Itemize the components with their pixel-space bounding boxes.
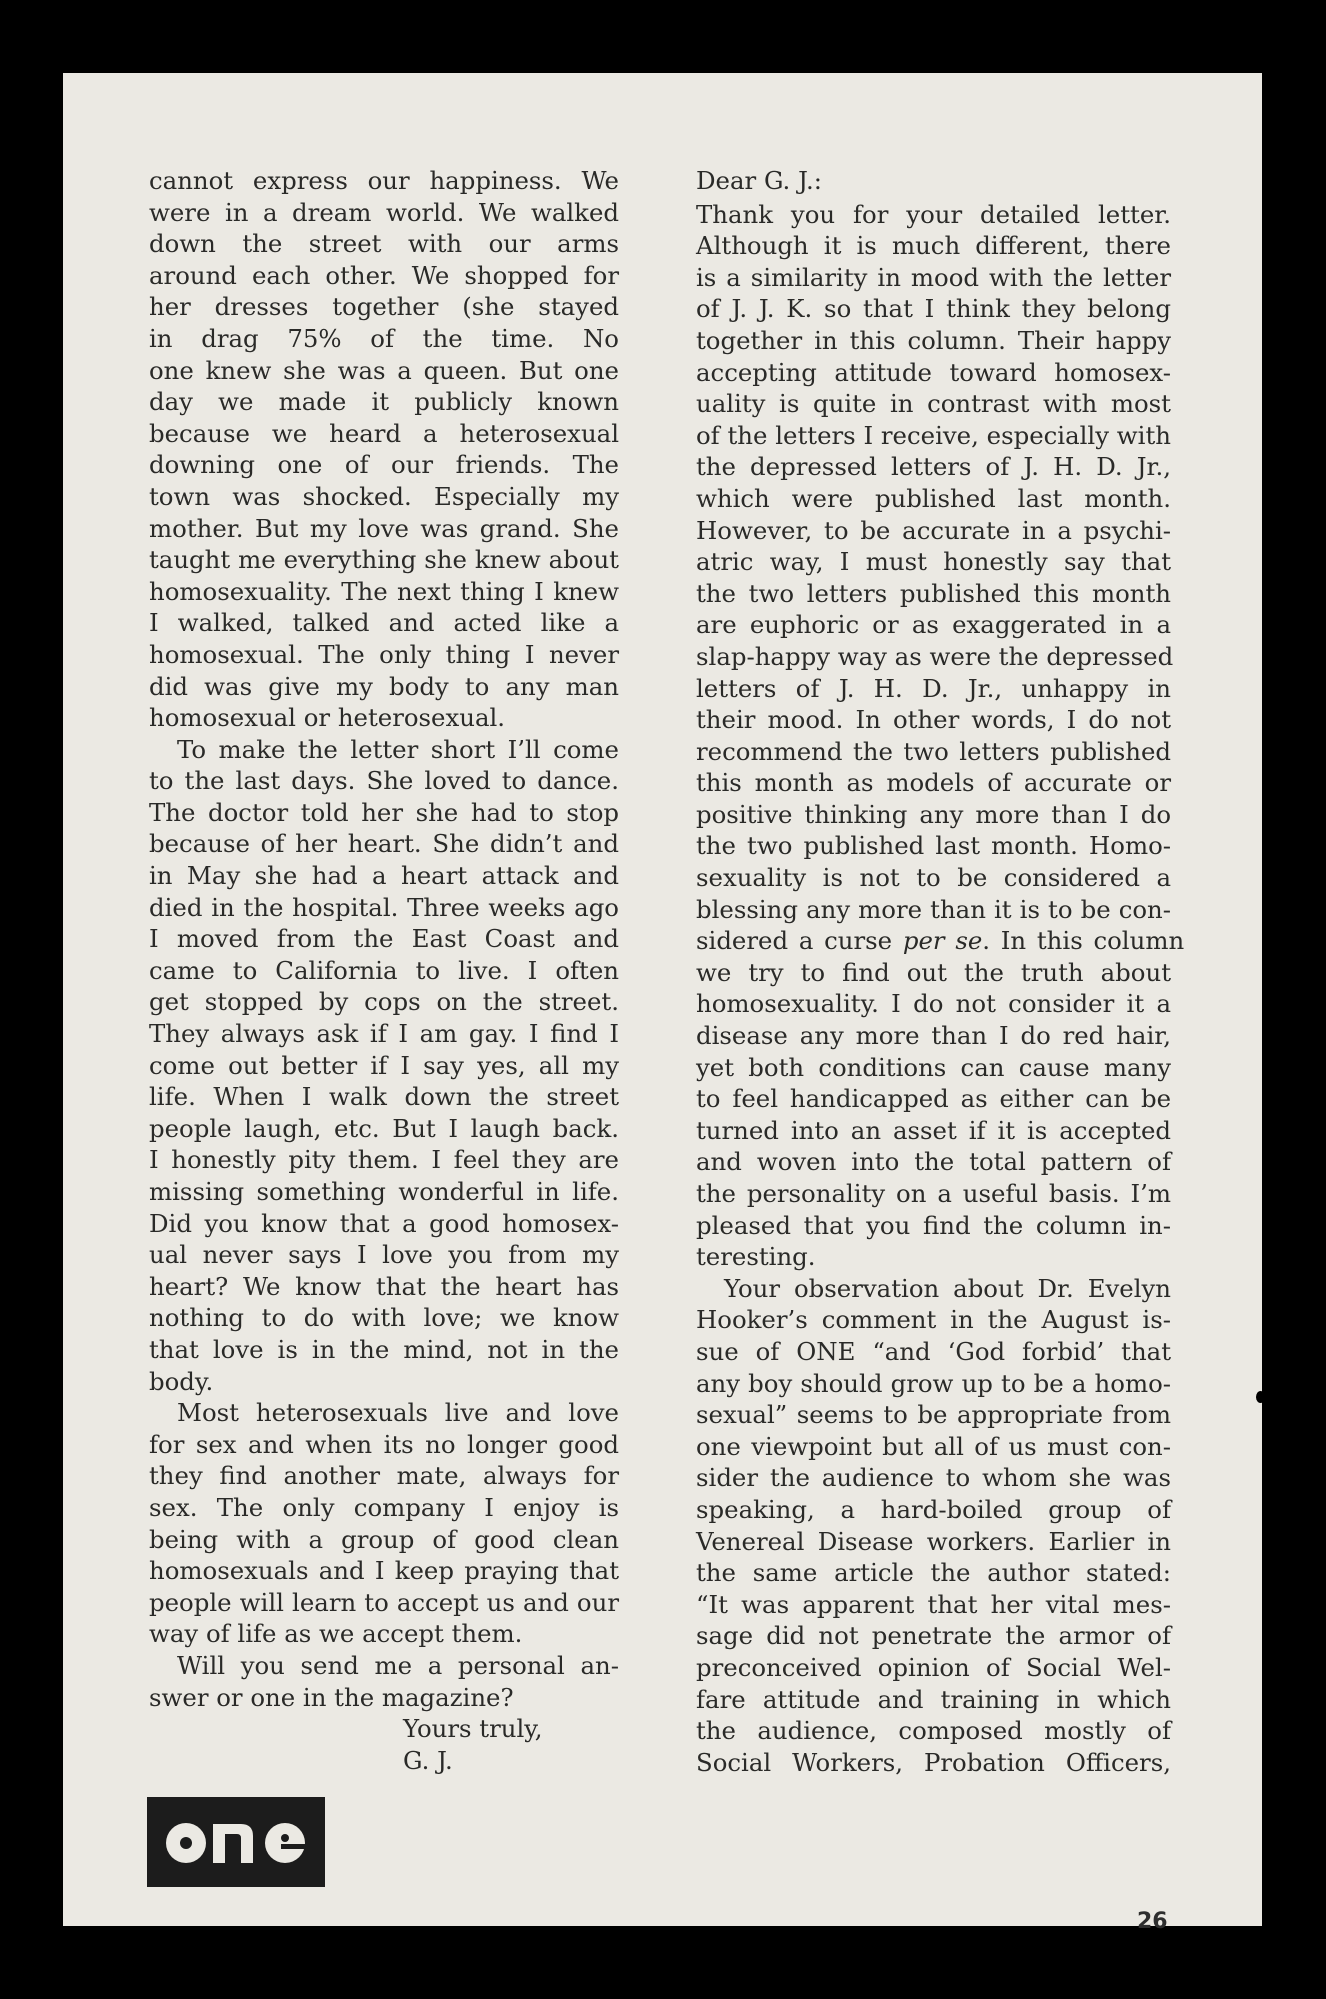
text-line: the audience, composed mostly of	[696, 1716, 1171, 1746]
text-line: I moved from the East Coast and	[149, 924, 619, 954]
text-line: homosexuality. The next thing I knew	[149, 576, 619, 606]
text-line: homosexual. The only thing I never	[149, 639, 619, 669]
text-line: I honestly pity them. I feel they are	[149, 1145, 619, 1175]
text-line: Thank you for your detailed letter.	[696, 199, 1171, 229]
text-line: the personality on a useful basis. I’m	[696, 1179, 1171, 1208]
text-line: accepting attitude toward homosex-	[696, 357, 1171, 387]
text-line: letters of J. H. D. Jr., unhappy in	[696, 673, 1171, 703]
text-line: Your observation about Dr. Evelyn	[724, 1273, 1171, 1303]
text-line: her dresses together (she stayed	[149, 292, 619, 322]
text-line: get stopped by cops on the street.	[149, 987, 619, 1017]
text-line: sage did not penetrate the armor of	[696, 1621, 1171, 1651]
text-line: of the letters I receive, especially with	[696, 420, 1171, 450]
text-line: one viewpoint but all of us must con-	[696, 1431, 1171, 1461]
one-logo-icon	[161, 1814, 311, 1870]
text-line: they find another mate, always for	[149, 1461, 619, 1491]
text-line: homosexual or heterosexual.	[149, 703, 506, 733]
text-line: mother. But my love was grand. She	[149, 513, 619, 543]
text-line: The doctor told her she had to stop	[149, 797, 619, 827]
text-line: pleased that you find the column in-	[696, 1210, 1171, 1240]
text-line: are euphoric or as exaggerated in a	[696, 610, 1171, 640]
text-line: one knew she was a queen. But one	[149, 355, 619, 385]
text-line: speaking, a hard-boiled group of	[696, 1494, 1171, 1524]
text-line: ual never says I love you from my	[149, 1240, 619, 1270]
text-line: the same article the author stated:	[696, 1558, 1171, 1588]
text-line: and woven into the total pattern of	[696, 1147, 1171, 1177]
text-line: nothing to do with love; we know	[149, 1303, 619, 1333]
text-line: Social Workers, Probation Officers,	[696, 1747, 1171, 1777]
text-line: is a similarity in mood with the letter	[696, 262, 1171, 292]
text-line: swer or one in the magazine?	[149, 1682, 514, 1712]
text-fragment: . In this column	[982, 926, 1185, 956]
text-line: way of life as we accept them.	[149, 1619, 523, 1649]
text-line: the two published last month. Homo-	[696, 831, 1171, 861]
page-number: 26	[1137, 1909, 1168, 1934]
text-line: because of her heart. She didn’t and	[149, 829, 619, 859]
text-line: the two letters published this month	[696, 578, 1171, 608]
text-line: turned into an asset if it is accepted	[696, 1115, 1171, 1145]
text-line: homosexuality. I do not consider it a	[696, 989, 1171, 1019]
text-line: Will you send me a personal an-	[177, 1650, 619, 1680]
text-line: Although it is much different, there	[696, 231, 1171, 261]
text-line	[696, 925, 1185, 957]
text-line: heart? We know that the heart has	[149, 1271, 619, 1301]
text-line: people laugh, etc. But I laugh back.	[149, 1113, 619, 1143]
text-line: around each other. We shopped for	[149, 260, 619, 290]
text-line: body.	[149, 1366, 214, 1396]
text-line: town was shocked. Especially my	[149, 481, 619, 511]
text-line: blessing any more than it is to be con-	[696, 894, 1171, 924]
text-line: slap-happy way as were the depressed	[696, 641, 1174, 671]
text-line: that love is in the mind, not in the	[149, 1334, 619, 1364]
text-line: sexuality is not to be considered a	[696, 863, 1171, 893]
text-line: this month as models of accurate or	[696, 768, 1171, 798]
text-line: any boy should grow up to be a homo-	[696, 1368, 1171, 1398]
text-line: sue of ONE “and ‘God forbid’ that	[696, 1336, 1171, 1366]
text-line: sex. The only company I enjoy is	[149, 1492, 619, 1522]
text-line: which were published last month.	[696, 483, 1171, 513]
text-line: being with a group of good clean	[149, 1524, 619, 1554]
text-line: cannot express our happiness. We	[149, 166, 619, 195]
text-line: together in this column. Their happy	[696, 325, 1171, 355]
text-line: teresting.	[696, 1242, 816, 1272]
text-line: for sex and when its no longer good	[149, 1429, 619, 1459]
text-line: Did you know that a good homosex-	[149, 1208, 619, 1238]
text-line: yet both conditions can cause many	[696, 1052, 1171, 1082]
text-line: homosexuals and I keep praying that	[149, 1556, 619, 1586]
italic-phrase: per se	[902, 926, 983, 956]
text-line: sexual” seems to be appropriate from	[696, 1400, 1171, 1430]
text-fragment: sidered a curse	[696, 926, 903, 956]
text-line: preconceived opinion of Social Wel-	[696, 1652, 1171, 1682]
right-column	[696, 165, 1185, 1778]
text-line: To make the letter short I’ll come	[177, 734, 619, 764]
text-line: we try to find out the truth about	[696, 957, 1171, 987]
text-line: sider the audience to whom she was	[696, 1463, 1171, 1493]
text-line: to feel handicapped as either can be	[696, 1084, 1171, 1114]
left-column	[149, 165, 619, 1776]
text-line: in May she had a heart attack and	[149, 861, 619, 891]
text-line: the depressed letters of J. H. D. Jr.,	[696, 452, 1171, 482]
text-line: Venereal Disease workers. Earlier in	[696, 1526, 1171, 1556]
text-line: I walked, talked and acted like a	[149, 608, 619, 638]
text-line: fare attitude and training in which	[696, 1684, 1171, 1714]
text-line: to the last days. She loved to dance.	[149, 766, 619, 796]
text-line: died in the hospital. Three weeks ago	[149, 892, 619, 922]
text-line: because we heard a heterosexual	[149, 418, 619, 448]
text-line: of J. J. K. so that I think they belong	[696, 294, 1171, 324]
text-line: life. When I walk down the street	[149, 1082, 619, 1112]
text-line: missing something wonderful in life.	[149, 1177, 619, 1206]
text-line: atric way, I must honestly say that	[696, 547, 1171, 577]
text-line: people will learn to accept us and our	[149, 1587, 619, 1617]
text-line: positive thinking any more than I do	[696, 799, 1171, 829]
text-line: Most heterosexuals live and love	[177, 1398, 619, 1428]
text-line: taught me everything she knew about	[149, 545, 619, 575]
text-line: They always ask if I am gay. I find I	[149, 1019, 619, 1049]
text-line: did was give my body to any man	[149, 671, 619, 701]
text-line: day we made it publicly known	[149, 387, 619, 417]
text-line: “It was apparent that her vital mes-	[696, 1589, 1171, 1619]
text-line: uality is quite in contrast with most	[696, 389, 1171, 419]
one-magazine-logo	[147, 1797, 325, 1887]
page-edge-notch	[1256, 1391, 1265, 1403]
letter-signature: G. J.	[403, 1745, 453, 1775]
text-line: downing one of our friends. The	[149, 450, 619, 480]
reply-greeting: Dear G. J.:	[696, 166, 822, 195]
text-line: recommend the two letters published	[696, 736, 1171, 766]
text-line: disease any more than I do red hair,	[696, 1021, 1171, 1051]
text-line: down the street with our arms	[149, 229, 619, 259]
text-line: in drag 75% of the time. No	[149, 323, 619, 353]
text-line: Hooker’s comment in the August is-	[696, 1305, 1171, 1335]
text-line: were in a dream world. We walked	[149, 197, 619, 227]
text-line: came to California to live. I often	[149, 955, 619, 985]
text-line: come out better if I say yes, all my	[149, 1050, 619, 1080]
magazine-page	[63, 73, 1262, 1934]
letter-closing: Yours truly,	[403, 1714, 543, 1744]
text-line: However, to be accurate in a psychi-	[696, 515, 1171, 545]
text-line: their mood. In other words, I do not	[696, 705, 1171, 735]
